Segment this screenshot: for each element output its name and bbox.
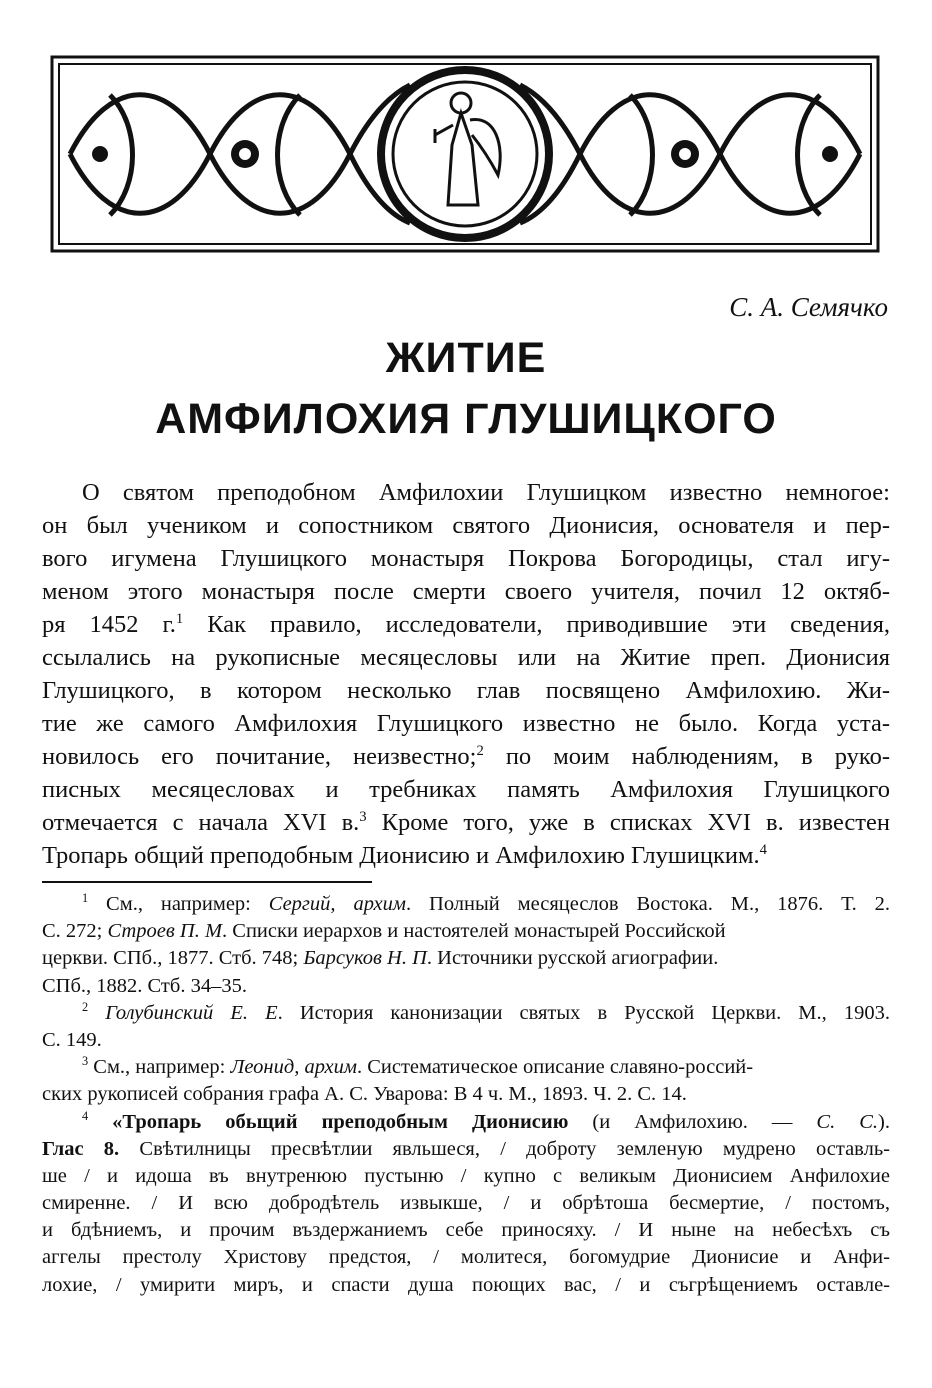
line-text [42, 743, 890, 770]
line-text [42, 1029, 102, 1051]
line-text [42, 611, 890, 638]
text-run: Свѣтилницы пресвѣтлии явльшеся, / доброту земленую мудрено оставль- [119, 1137, 890, 1160]
body-paragraph [42, 476, 890, 872]
text-run: Глас 8. [42, 1137, 120, 1160]
text-line [42, 740, 890, 773]
line-text [42, 1138, 890, 1160]
text-run: . Систематическое описание славяно-россий- [356, 1056, 754, 1079]
footnote-marker: 1 [82, 891, 89, 906]
text-line [42, 509, 890, 542]
text-run: . Полный месяцеслов Востока. М., 1876. Т. 2. [405, 893, 890, 915]
text-run: ских рукописей собрания графа А. С. Уварова: В 4 ч. М., 1893. Ч. 2. С. 14. [42, 1083, 687, 1106]
text-run: Леонид, архим [230, 1056, 357, 1079]
text-run: вого игумена Глушицкого монастыря Покрова Богородицы, стал игу- [42, 545, 890, 572]
text-line [42, 575, 890, 608]
line-text [42, 809, 890, 836]
author-name: С. А. Семячко [729, 292, 888, 322]
decorative-headpiece-ornament [50, 55, 880, 253]
line-text [82, 999, 890, 1024]
footnote-line [42, 1081, 890, 1108]
line-text [42, 1274, 890, 1296]
text-run: Тропарь общий преподобным Дионисию и Амфилохию Глушицким. [42, 842, 760, 869]
footnote-line [42, 1272, 890, 1299]
page-title-line-1: ЖИТИЕ [385, 334, 547, 382]
text-run: и бдѣниемъ, и прочим въздержаниемъ себе приносяху. / И ныне на небесѣхъ съ [42, 1219, 890, 1242]
footnote-line [42, 1109, 890, 1136]
text-run: лохие, / умирити миръ, и спасти душа поющих вас, / и съгрѣщениемъ оставле- [42, 1273, 890, 1296]
footnote-line [42, 918, 890, 945]
footnote-separator [42, 881, 372, 883]
text-run: Как правило, исследователи, приводившие эти сведения, [183, 611, 890, 638]
line-text [42, 1165, 890, 1187]
line-text [42, 975, 247, 997]
footnote-line [42, 973, 890, 1000]
text-line [42, 806, 890, 839]
text-run: . Списки иерархов и настоятелей монастырей Российской [222, 920, 726, 943]
text-run: . Источники русской агиографии. [426, 947, 719, 970]
text-run: ше / и идоша въ внутренюю пустыню / купно с великым Дионисием Анфилохие [42, 1164, 890, 1187]
line-text [42, 776, 890, 803]
text-run: писных месяцесловах и требниках память Амфилохия Глушицкого [42, 776, 890, 803]
footnote-marker: 4 [82, 1108, 89, 1123]
text-line [42, 674, 890, 707]
line-text [42, 578, 890, 605]
text-run: Строев П. М [107, 920, 223, 943]
line-text [42, 512, 890, 539]
line-text [42, 1192, 890, 1214]
line-text [42, 677, 890, 704]
text-run: ря 1452 г. [42, 611, 176, 638]
footnote-marker: 4 [759, 841, 767, 858]
text-run: Сергий, архим [268, 893, 406, 915]
text-line [42, 773, 890, 806]
text-run: тие же самого Амфилохия Глушицкого известно не было. Когда уста- [42, 710, 890, 737]
text-run: он был учеником и сопостником святого Дионисия, основателя и пер- [42, 512, 890, 539]
text-line [42, 608, 890, 641]
text-run: по моим наблюдениям, в руко- [483, 743, 890, 770]
line-text [42, 945, 718, 972]
footnote-marker: 3 [359, 808, 367, 825]
footnote-marker: 2 [82, 999, 89, 1014]
text-run: новилось его почитание, неизвестно; [42, 743, 477, 770]
text-line [42, 839, 890, 872]
text-run: С. 149. [42, 1028, 102, 1051]
footnote-line [42, 1163, 890, 1190]
text-run: Барсуков Н. П [303, 947, 427, 970]
text-line [42, 641, 890, 674]
footnotes [42, 891, 890, 1299]
text-line [42, 542, 890, 575]
text-run: См., например: [88, 893, 269, 915]
footnote-line [42, 1000, 890, 1027]
text-run: Глушицкого, в котором несколько глав посвящено Амфилохию. Жи- [42, 677, 890, 704]
text-run: . История канонизации святых в Русской Церкви. М., 1903. [277, 1001, 890, 1024]
footnote-line [42, 1190, 890, 1217]
footnote-line [42, 1027, 890, 1054]
footnote-line [42, 1054, 890, 1081]
footnote-line [42, 1217, 890, 1244]
footnote-marker: 3 [82, 1054, 89, 1069]
text-run: С. С. [816, 1110, 879, 1133]
line-text [42, 918, 726, 945]
line-text [42, 1246, 890, 1268]
line-text [42, 1219, 890, 1241]
text-run: Голубинский Е. Е [88, 1001, 278, 1024]
footnote-marker: 2 [476, 742, 484, 759]
text-run: церкви. СПб., 1877. Стб. 748; [42, 947, 304, 970]
text-line [42, 476, 890, 509]
text-run: О святом преподобном Амфилохии Глушицком известно немногое: [82, 479, 890, 506]
line-text [42, 842, 767, 869]
footnote-line [42, 945, 890, 972]
text-run: смиренне. / И всю добродѣтель извыкше, / и обрѣтоша бесмертие, / постомъ, [42, 1192, 890, 1215]
footnote-marker: 1 [175, 610, 184, 627]
text-run: меном этого монастыря после смерти своего учителя, почил 12 октяб- [42, 578, 890, 605]
text-run: Кроме того, уже в списках XVI в. известен [366, 809, 890, 836]
footnote-line [42, 891, 890, 918]
line-text [82, 1108, 890, 1133]
text-run: С. 272; [42, 920, 108, 943]
line-text [82, 479, 890, 506]
text-run: ). [878, 1110, 890, 1133]
text-run: (и Амфилохию. — [568, 1110, 817, 1133]
text-run: «Тропарь обьщий преподобным Дионисию [88, 1110, 569, 1133]
line-text [42, 644, 890, 671]
line-text [82, 1054, 753, 1081]
text-run: См., например: [88, 1056, 231, 1079]
page-title-line-2: АМФИЛОХИЯ ГЛУШИЦКОГО [155, 395, 777, 443]
line-text [42, 710, 890, 737]
line-text [82, 893, 890, 915]
text-line [42, 707, 890, 740]
footnote-line [42, 1244, 890, 1271]
text-run: СПб., 1882. Стб. 34–35. [42, 974, 247, 997]
line-text [42, 545, 890, 572]
text-run: аггелы престолу Христову предстоя, / молитеся, богомудрие Дионисие и Анфи- [42, 1246, 890, 1269]
text-run: отмечается с начала XVI в. [42, 809, 360, 836]
text-run: ссылались на рукописные месяцесловы или на Житие преп. Дионисия [42, 644, 890, 671]
line-text [42, 1083, 687, 1105]
footnote-line [42, 1136, 890, 1163]
